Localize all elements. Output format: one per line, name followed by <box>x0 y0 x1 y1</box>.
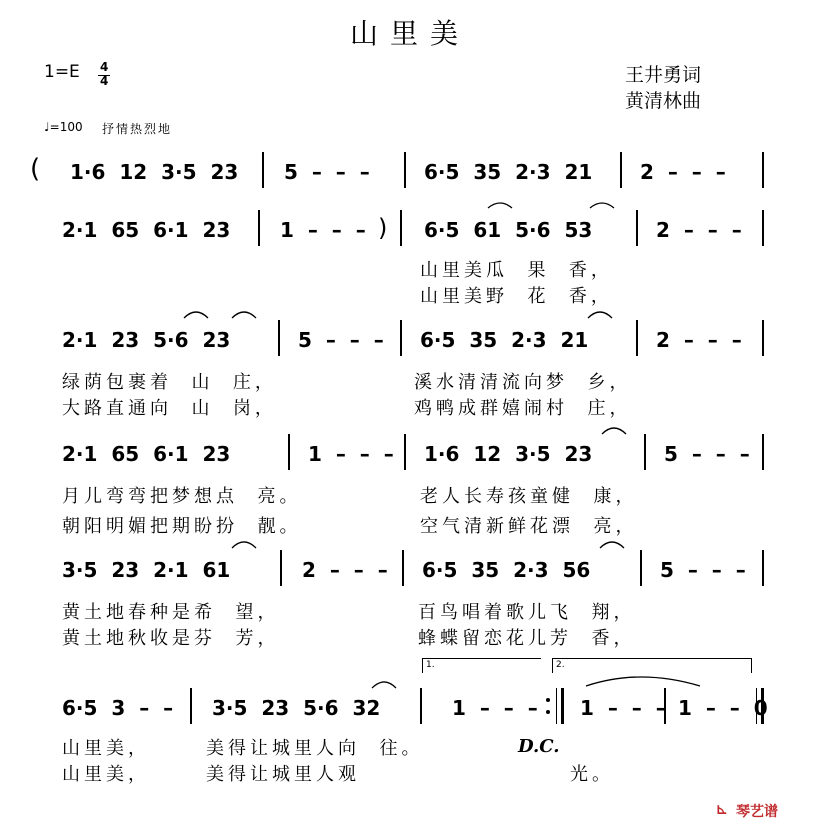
measure: 1·6 12 3·5 23 <box>424 442 593 466</box>
measure: 5 – – – <box>664 442 750 466</box>
composer: 黄清林曲 <box>625 90 702 112</box>
measure: 2 – – – <box>302 558 388 582</box>
measure: 2 – – – <box>656 328 742 352</box>
lyricist: 王井勇词 <box>625 64 702 86</box>
expression-mark: 抒情热烈地 <box>102 122 173 136</box>
measure: 1·6 12 3·5 23 <box>70 160 239 184</box>
logo-icon: ⊾ <box>716 802 728 818</box>
lyrics-verse-1: 月儿弯弯把梦想点 亮。 <box>62 486 302 507</box>
measure: 5 – – – <box>298 328 384 352</box>
tempo-mark: ♩=100 <box>44 120 83 134</box>
measure: 6·5 3 – – <box>62 696 174 720</box>
measure: 2·1 65 6·1 23 <box>62 442 231 466</box>
paren-open: ( <box>30 154 41 184</box>
measure: 2 – – – <box>640 160 726 184</box>
lyrics-verse-2: 鸡鸭成群嬉闹村 庄， <box>414 398 632 419</box>
lyrics-verse-1: 美得让城里人向 往。 <box>206 738 424 759</box>
lyrics-verse-1: 绿荫包裹着 山 庄， <box>62 372 277 393</box>
measure: 3·5 23 2·1 61 <box>62 558 231 582</box>
measure: 1 – – – <box>452 696 538 720</box>
lyrics-verse-2: 朝阳明媚把期盼扮 靓。 <box>62 516 302 537</box>
paren-close: ) <box>378 214 388 242</box>
measure: 1 – – 0 <box>678 696 768 720</box>
measure: 6·5 35 2·3 21 <box>424 160 593 184</box>
lyrics-verse-1: 山里美瓜 果 香， <box>420 260 613 281</box>
measure: 2 – – – <box>656 218 742 242</box>
time-signature-bottom: 4 <box>100 74 109 88</box>
lyrics-verse-2: 空气清新鲜花漂 亮， <box>420 516 638 537</box>
lyrics-verse-2: 黄土地秋收是芬 芳， <box>62 628 280 649</box>
measure: 2·1 65 6·1 23 <box>62 218 231 242</box>
measure: 1 – – – <box>308 442 394 466</box>
time-signature-top: 4 <box>100 60 109 74</box>
measure: 5 – – – <box>284 160 370 184</box>
volta-number-1: 1. <box>426 660 435 670</box>
measure: 3·5 23 5·6 32 <box>212 696 381 720</box>
lyrics-verse-1: 溪水清清流向梦 乡， <box>414 372 632 393</box>
measure: 1 – – – <box>580 696 666 720</box>
lyrics-verse-1: 老人长寿孩童健 康， <box>420 486 638 507</box>
lyrics-verse-2: 光。 <box>570 764 614 785</box>
key-signature: 1=E <box>44 62 80 82</box>
measure: 6·5 35 2·3 56 <box>422 558 591 582</box>
measure: 5 – – – <box>660 558 746 582</box>
watermark-logo: 琴艺谱 <box>736 804 778 820</box>
lyrics-verse-2: 大路直通向 山 岗， <box>62 398 277 419</box>
lyrics-verse-2: 美得让城里人观 <box>206 764 360 785</box>
measure: 6·5 35 2·3 21 <box>420 328 589 352</box>
measure: 1 – – – <box>280 218 366 242</box>
volta-number-2: 2. <box>556 660 565 670</box>
measure: 2·1 23 5·6 23 <box>62 328 231 352</box>
lyrics-verse-2: 山里美， <box>62 764 150 785</box>
lyrics-verse-1: 百鸟唱着歌儿飞 翔， <box>418 602 636 623</box>
da-capo-mark: D.C. <box>518 736 560 757</box>
lyrics-verse-1: 黄土地春种是希 望， <box>62 602 280 623</box>
measure: 6·5 61 5·6 53 <box>424 218 593 242</box>
lyrics-verse-2: 山里美野 花 香， <box>420 286 613 307</box>
lyrics-verse-2: 蜂蝶留恋花儿芳 香， <box>418 628 636 649</box>
lyrics-verse-1: 山里美， <box>62 738 150 759</box>
page-title: 山里美 <box>349 17 470 50</box>
